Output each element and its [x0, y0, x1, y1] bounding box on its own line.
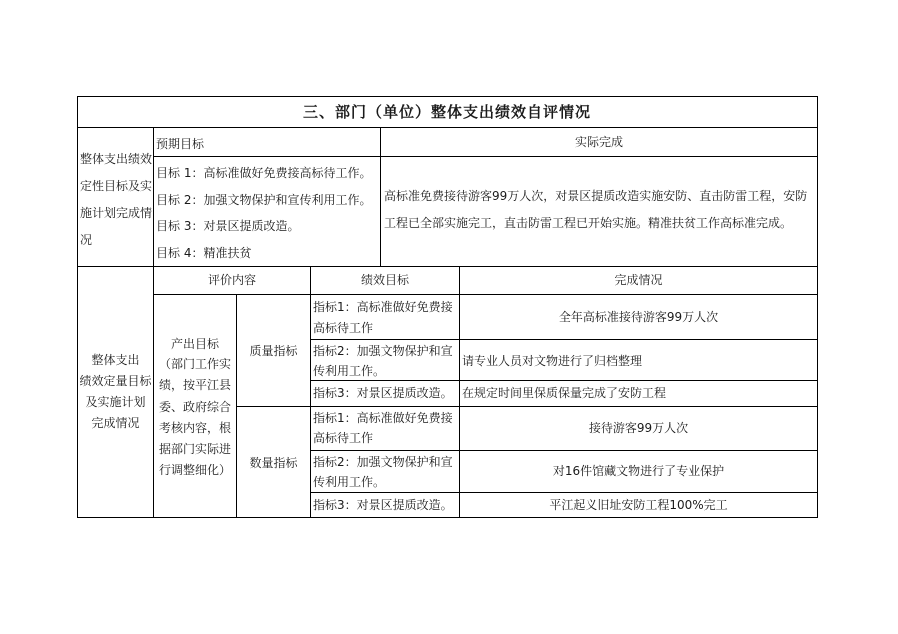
goal-line: 指标3：对景区提质改造。	[313, 386, 453, 400]
goal-line: 高标待工作	[313, 431, 374, 445]
goal-line: 传利用工作。	[313, 475, 386, 489]
divider	[77, 266, 818, 267]
table-border-right	[817, 96, 818, 518]
quantitative-label-line: 绩效定量目标	[79, 374, 152, 388]
target-item: 目标 2：加强文物保护和宣传利用工作。	[156, 193, 372, 207]
divider	[153, 156, 818, 157]
target-item: 目标 4：精准扶贫	[156, 246, 252, 260]
qualitative-label-line: 整体支出绩效	[80, 152, 153, 166]
performance-goal-header: 绩效目标	[360, 273, 409, 287]
output-label-line: （部门工作实	[158, 357, 231, 371]
divider	[310, 450, 818, 451]
output-label-line: 产出目标	[170, 337, 219, 351]
divider	[77, 127, 818, 128]
output-label-line: 委、政府综合	[158, 400, 231, 414]
output-label-line: 行调整细化）	[158, 463, 231, 477]
divider	[236, 406, 818, 407]
goal-line: 指标2：加强文物保护和宣	[313, 344, 453, 358]
divider	[153, 294, 818, 295]
divider	[310, 492, 818, 493]
quantitative-label-line: 整体支出	[91, 353, 140, 367]
goal-line: 传利用工作。	[313, 364, 386, 378]
output-label-line: 据部门实际进	[158, 442, 231, 456]
expected-goals-header: 预期目标	[156, 137, 205, 151]
goal-line: 指标1：高标准做好免费接	[313, 411, 453, 425]
divider	[310, 266, 311, 518]
goal-line: 高标待工作	[313, 321, 374, 335]
qualitative-label-line: 施计划完成情	[80, 206, 153, 220]
actual-line: 工程已全部实施完工，直击防雷工程已开始实施。精准扶贫工作高标准完成。	[384, 216, 793, 230]
table-title: 三、部门（单位）整体支出绩效自评情况	[302, 103, 591, 121]
completion-status-header: 完成情况	[614, 273, 663, 287]
result-cell: 对16件馆藏文物进行了专业保护	[552, 464, 725, 478]
quantity-indicator-label: 数量指标	[249, 456, 298, 470]
evaluation-content-header: 评价内容	[207, 273, 256, 287]
qualitative-label-line: 定性目标及实	[80, 179, 153, 193]
quality-indicator-label: 质量指标	[249, 344, 298, 358]
divider	[310, 339, 818, 340]
qualitative-label-line: 况	[80, 233, 93, 247]
goal-line: 指标3：对景区提质改造。	[313, 498, 453, 512]
table-border-left	[77, 96, 78, 518]
result-cell: 在规定时间里保质保量完成了安防工程	[462, 386, 667, 400]
target-item: 目标 3：对景区提质改造。	[156, 219, 300, 233]
actual-line: 高标准免费接待游客99万人次，对景区提质改造实施安防、直击防雷工程，安防	[384, 189, 808, 203]
output-label-line: 考核内容，根	[158, 421, 231, 435]
goal-line: 指标1：高标准做好免费接	[313, 300, 453, 314]
actual-completion-header: 实际完成	[574, 135, 623, 149]
goal-line: 指标2：加强文物保护和宣	[313, 455, 453, 469]
result-cell: 平江起义旧址安防工程100%完工	[549, 498, 728, 512]
result-cell: 请专业人员对文物进行了归档整理	[462, 354, 643, 368]
result-cell: 全年高标准接待游客99万人次	[558, 310, 719, 324]
result-cell: 接待游客99万人次	[588, 421, 689, 435]
output-label-line: 绩，按平江县	[158, 378, 231, 392]
quantitative-label-line: 及实施计划	[85, 395, 146, 409]
target-item: 目标 1：高标准做好免费接高标待工作。	[156, 166, 372, 180]
divider	[310, 380, 818, 381]
table-border-bottom	[77, 517, 818, 518]
quantitative-label-line: 完成情况	[91, 416, 140, 430]
